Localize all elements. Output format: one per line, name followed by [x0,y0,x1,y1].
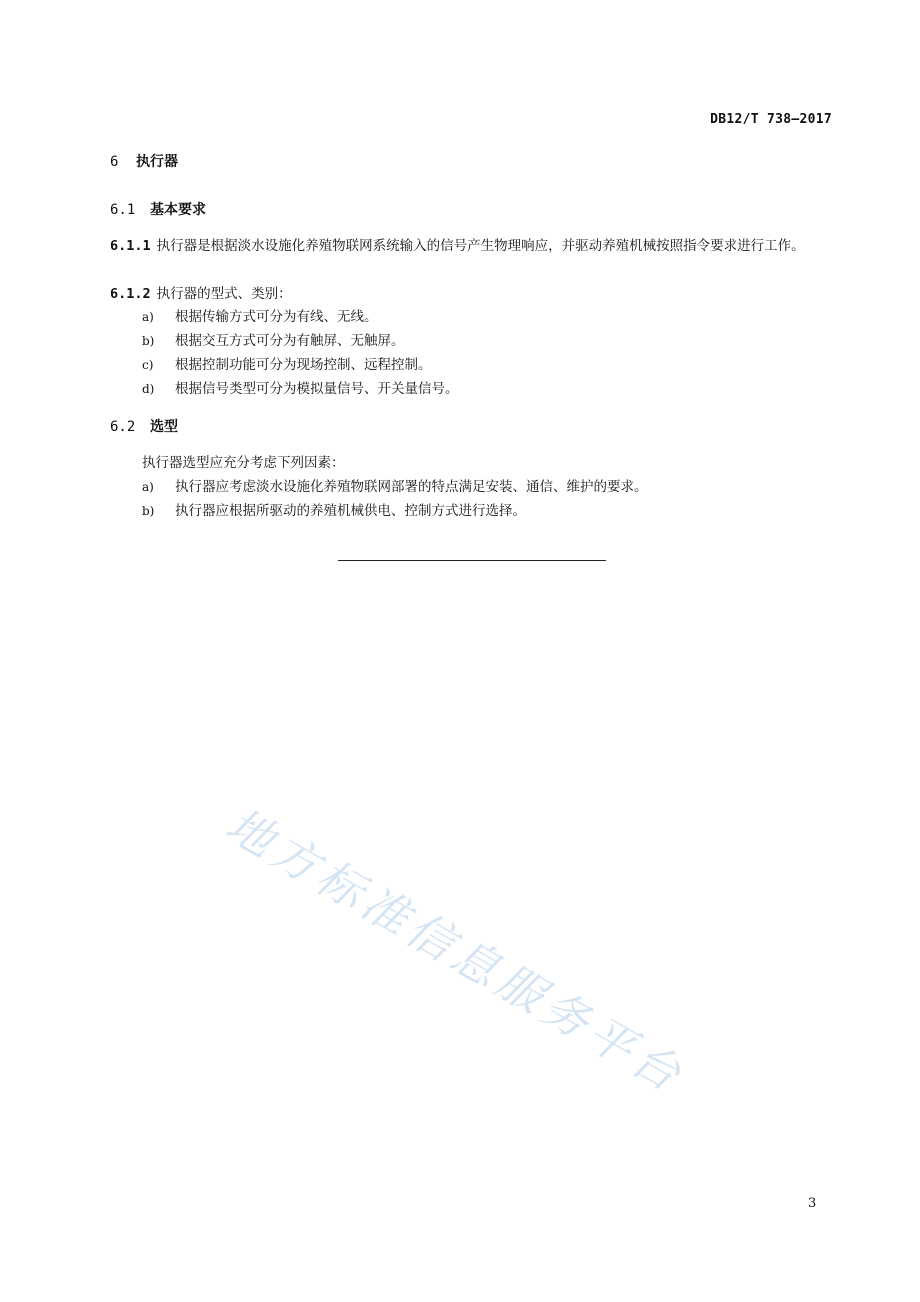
list-item-text: 根据传输方式可分为有线、无线。 [175,309,378,325]
watermark: 地方标准信息服务平台 [217,797,695,1104]
section-number: 6.1 [110,202,136,218]
clause-text: 执行器的型式、类别： [156,286,292,302]
list-marker: a) [142,310,154,324]
clause-6-1-2-list [142,305,842,401]
clause-text: 执行器是根据淡水设施化养殖物联网系统输入的信号产生物理响应，并驱动养殖机械按照指令要求进行工作。 [156,238,805,254]
list-marker: b) [142,334,155,348]
list-marker: b) [142,504,155,518]
clause-6-1-2 [110,283,834,305]
document-code: DB12/T 738—2017 [710,112,832,127]
list-item-text: 执行器应根据所驱动的养殖机械供电、控制方式进行选择。 [175,503,526,519]
section-6-1-heading [110,199,206,219]
clause-number: 6.1.1 [110,238,151,254]
section-title: 执行器 [136,154,178,170]
list-item-text: 根据控制功能可分为现场控制、远程控制。 [175,357,432,373]
section-number: 6.2 [110,419,136,435]
clause-number: 6.1.2 [110,286,151,302]
section-6-2-list [142,475,842,523]
list-item [142,377,842,401]
section-title: 基本要求 [150,202,206,218]
list-item [142,475,842,499]
section-6-heading [110,151,178,171]
list-marker: a) [142,480,154,494]
page-number: 3 [808,1196,817,1211]
list-item [142,305,842,329]
list-item [142,329,842,353]
section-title: 选型 [150,419,178,435]
section-number: 6 [110,154,119,170]
section-6-2-intro: 执行器选型应充分考虑下列因素： [142,455,345,471]
list-item-text: 根据交互方式可分为有触屏、无触屏。 [175,333,405,349]
list-marker: d) [142,382,155,396]
section-6-2-heading [110,416,178,436]
list-item-text: 根据信号类型可分为模拟量信号、开关量信号。 [175,381,459,397]
clause-6-1-1 [110,235,834,257]
list-item [142,499,842,523]
end-of-document-rule [338,560,606,561]
list-item [142,353,842,377]
list-item-text: 执行器应考虑淡水设施化养殖物联网部署的特点满足安装、通信、维护的要求。 [175,479,648,495]
list-marker: c) [142,358,154,372]
